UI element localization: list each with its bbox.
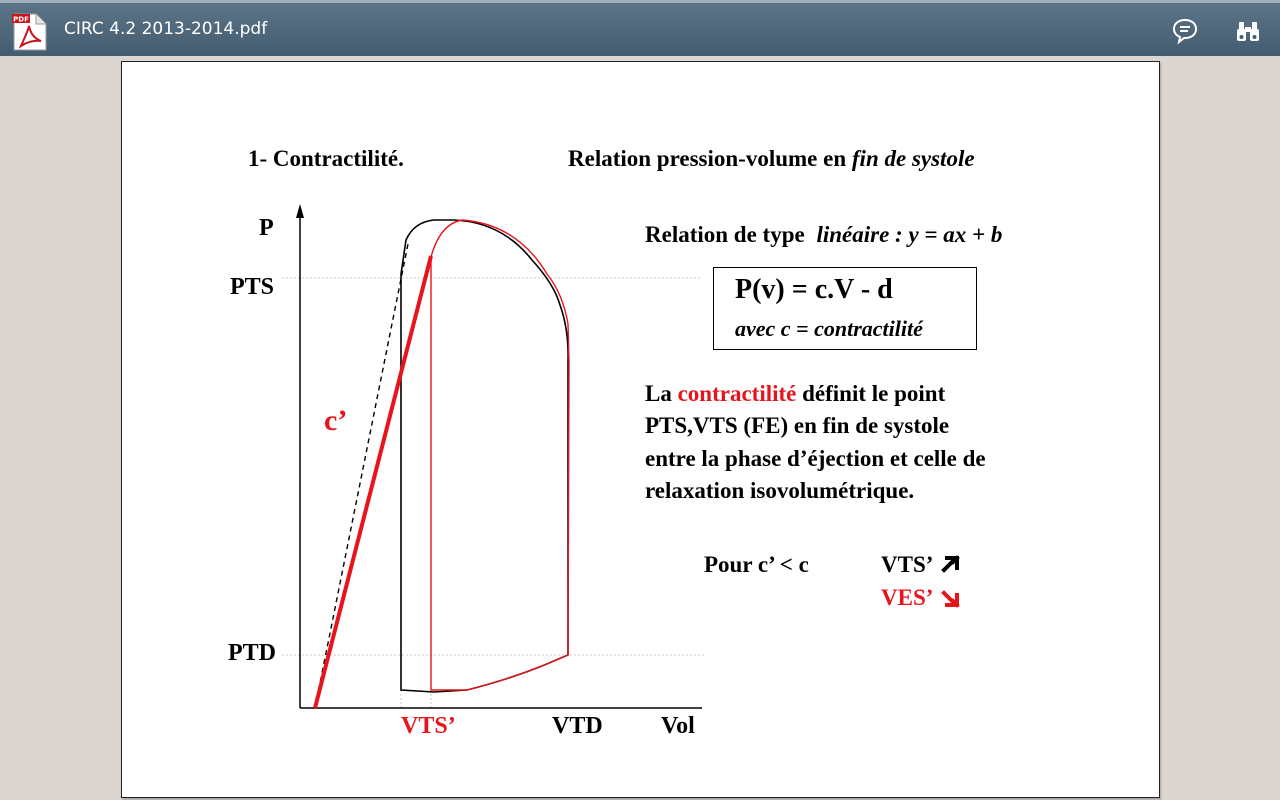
pdf-page	[121, 61, 1160, 798]
linear-relation-italic: linéaire : y = ax + b	[816, 222, 1003, 247]
red-pv-loop	[431, 220, 569, 690]
black-pv-loop	[401, 220, 568, 692]
x-axis-label: Vol	[661, 713, 695, 739]
paragraph-line-2: PTS,VTS (FE) en fin de systole	[645, 413, 950, 438]
y-axis-label: P	[259, 215, 274, 241]
document-title: CIRC 4.2 2013-2014.pdf	[64, 19, 268, 39]
pdf-file-icon[interactable]	[12, 13, 48, 51]
relation-title-italic: fin de systole	[851, 146, 975, 171]
y-axis-arrowhead	[296, 204, 304, 218]
pdf-badge-label: PDF	[13, 15, 29, 24]
binoculars-icon[interactable]	[1234, 17, 1262, 45]
ptd-label: PTD	[228, 640, 276, 666]
vts-prime-axis-label: VTS’	[401, 713, 456, 739]
para-line1-suffix: définit le point	[796, 381, 946, 406]
contractility-c-line	[315, 244, 408, 708]
pressure-volume-graph	[122, 62, 1159, 797]
pour-label: Pour c’ < c	[704, 552, 809, 577]
title-bar	[0, 0, 1280, 56]
c-prime-label: c’	[324, 404, 348, 437]
contractility-c-prime-line	[315, 256, 431, 708]
paragraph-line-3: entre la phase d’éjection et celle de	[645, 446, 986, 471]
linear-relation-text: Relation de type	[645, 222, 811, 247]
pts-label: PTS	[230, 274, 275, 300]
para-line1-highlight: contractilité	[677, 381, 797, 406]
ves-prime-text: VES’	[881, 585, 932, 610]
paragraph-line-4: relaxation isovolumétrique.	[645, 478, 915, 503]
section-title: 1- Contractilité.	[248, 146, 404, 171]
relation-title-text: Relation pression-volume en	[568, 146, 852, 171]
comment-icon[interactable]	[1171, 17, 1199, 45]
vts-prime-text: VTS’	[881, 552, 932, 577]
formula-subtext-italic: avec c = contractilité	[735, 316, 923, 341]
para-line1-prefix: La	[645, 381, 678, 406]
formula-main: P(v) = c.V - d	[735, 274, 893, 305]
vtd-label: VTD	[552, 713, 603, 739]
